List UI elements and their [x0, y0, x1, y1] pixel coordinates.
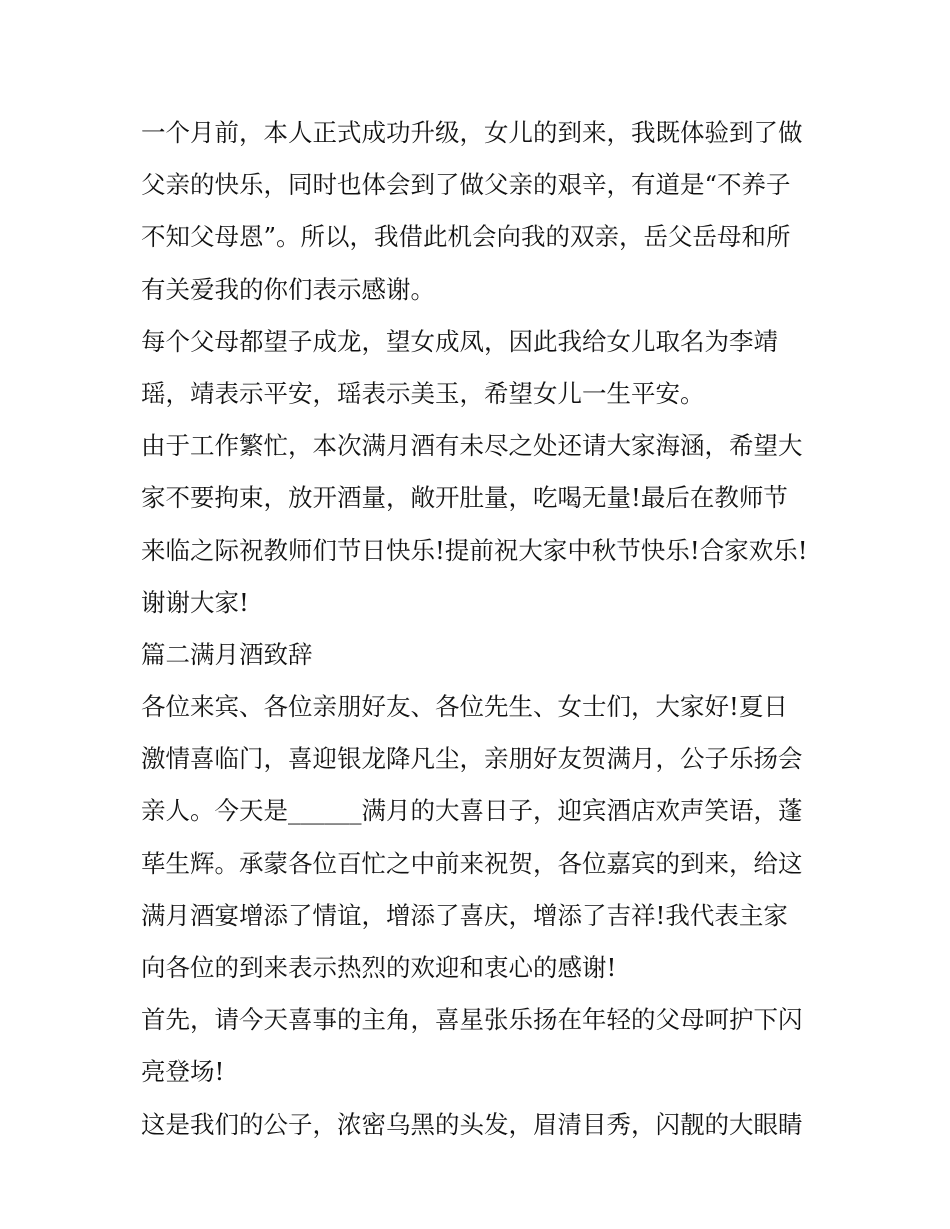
text-line: 向各位的到来表示热烈的欢迎和衷心的感谢! [141, 953, 617, 982]
text-line: 满月酒宴增添了情谊，增添了喜庆，增添了吉祥!我代表主家 [141, 900, 788, 930]
text-line: 有关爱我的你们表示感谢。 [141, 274, 435, 304]
text-line: 父亲的快乐，同时也体会到了做父亲的艰辛，有道是“不养子 [141, 170, 791, 200]
text-line: 这是我们的公子，浓密乌黑的头发，眉清目秀，闪靓的大眼睛 [141, 1109, 803, 1139]
text-line: 家不要拘束，放开酒量，敞开肚量，吃喝无量!最后在教师节 [141, 483, 788, 513]
text-line: 各位来宾、各位亲朋好友、各位先生、女士们，大家好!夏日 [141, 692, 788, 722]
text-line: 首先，请今天喜事的主角，喜星张乐扬在年轻的父母呵护下闪 [141, 1005, 803, 1035]
text-line: 每个父母都望子成龙，望女成凤，因此我给女儿取名为李靖 [141, 326, 778, 356]
document-body [141, 107, 821, 1151]
text-line: 亲人。今天是______满月的大喜日子，迎宾酒店欢声笑语，蓬 [141, 796, 803, 826]
text-line: 谢谢大家! [141, 587, 249, 617]
text-line: 激情喜临门，喜迎银龙降凡尘，亲朋好友贺满月，公子乐扬会 [141, 744, 803, 774]
text-line: 荜生辉。承蒙各位百忙之中前来祝贺，各位嘉宾的到来，给这 [141, 848, 803, 878]
text-line: 来临之际祝教师们节日快乐!提前祝大家中秋节快乐!合家欢乐! [141, 535, 808, 565]
text-line: 由于工作繁忙，本次满月酒有未尽之处还请大家海涵，希望大 [141, 431, 803, 461]
text-line: 不知父母恩”。所以，我借此机会向我的双亲，岳父岳母和所 [141, 222, 791, 252]
text-line: 瑶，靖表示平安，瑶表示美玉，希望女儿一生平安。 [141, 378, 705, 408]
text-line: 一个月前，本人正式成功升级，女儿的到来，我既体验到了做 [141, 118, 803, 147]
text-line: 亮登场! [141, 1057, 225, 1087]
section-heading: 篇二满月酒致辞 [141, 639, 313, 669]
